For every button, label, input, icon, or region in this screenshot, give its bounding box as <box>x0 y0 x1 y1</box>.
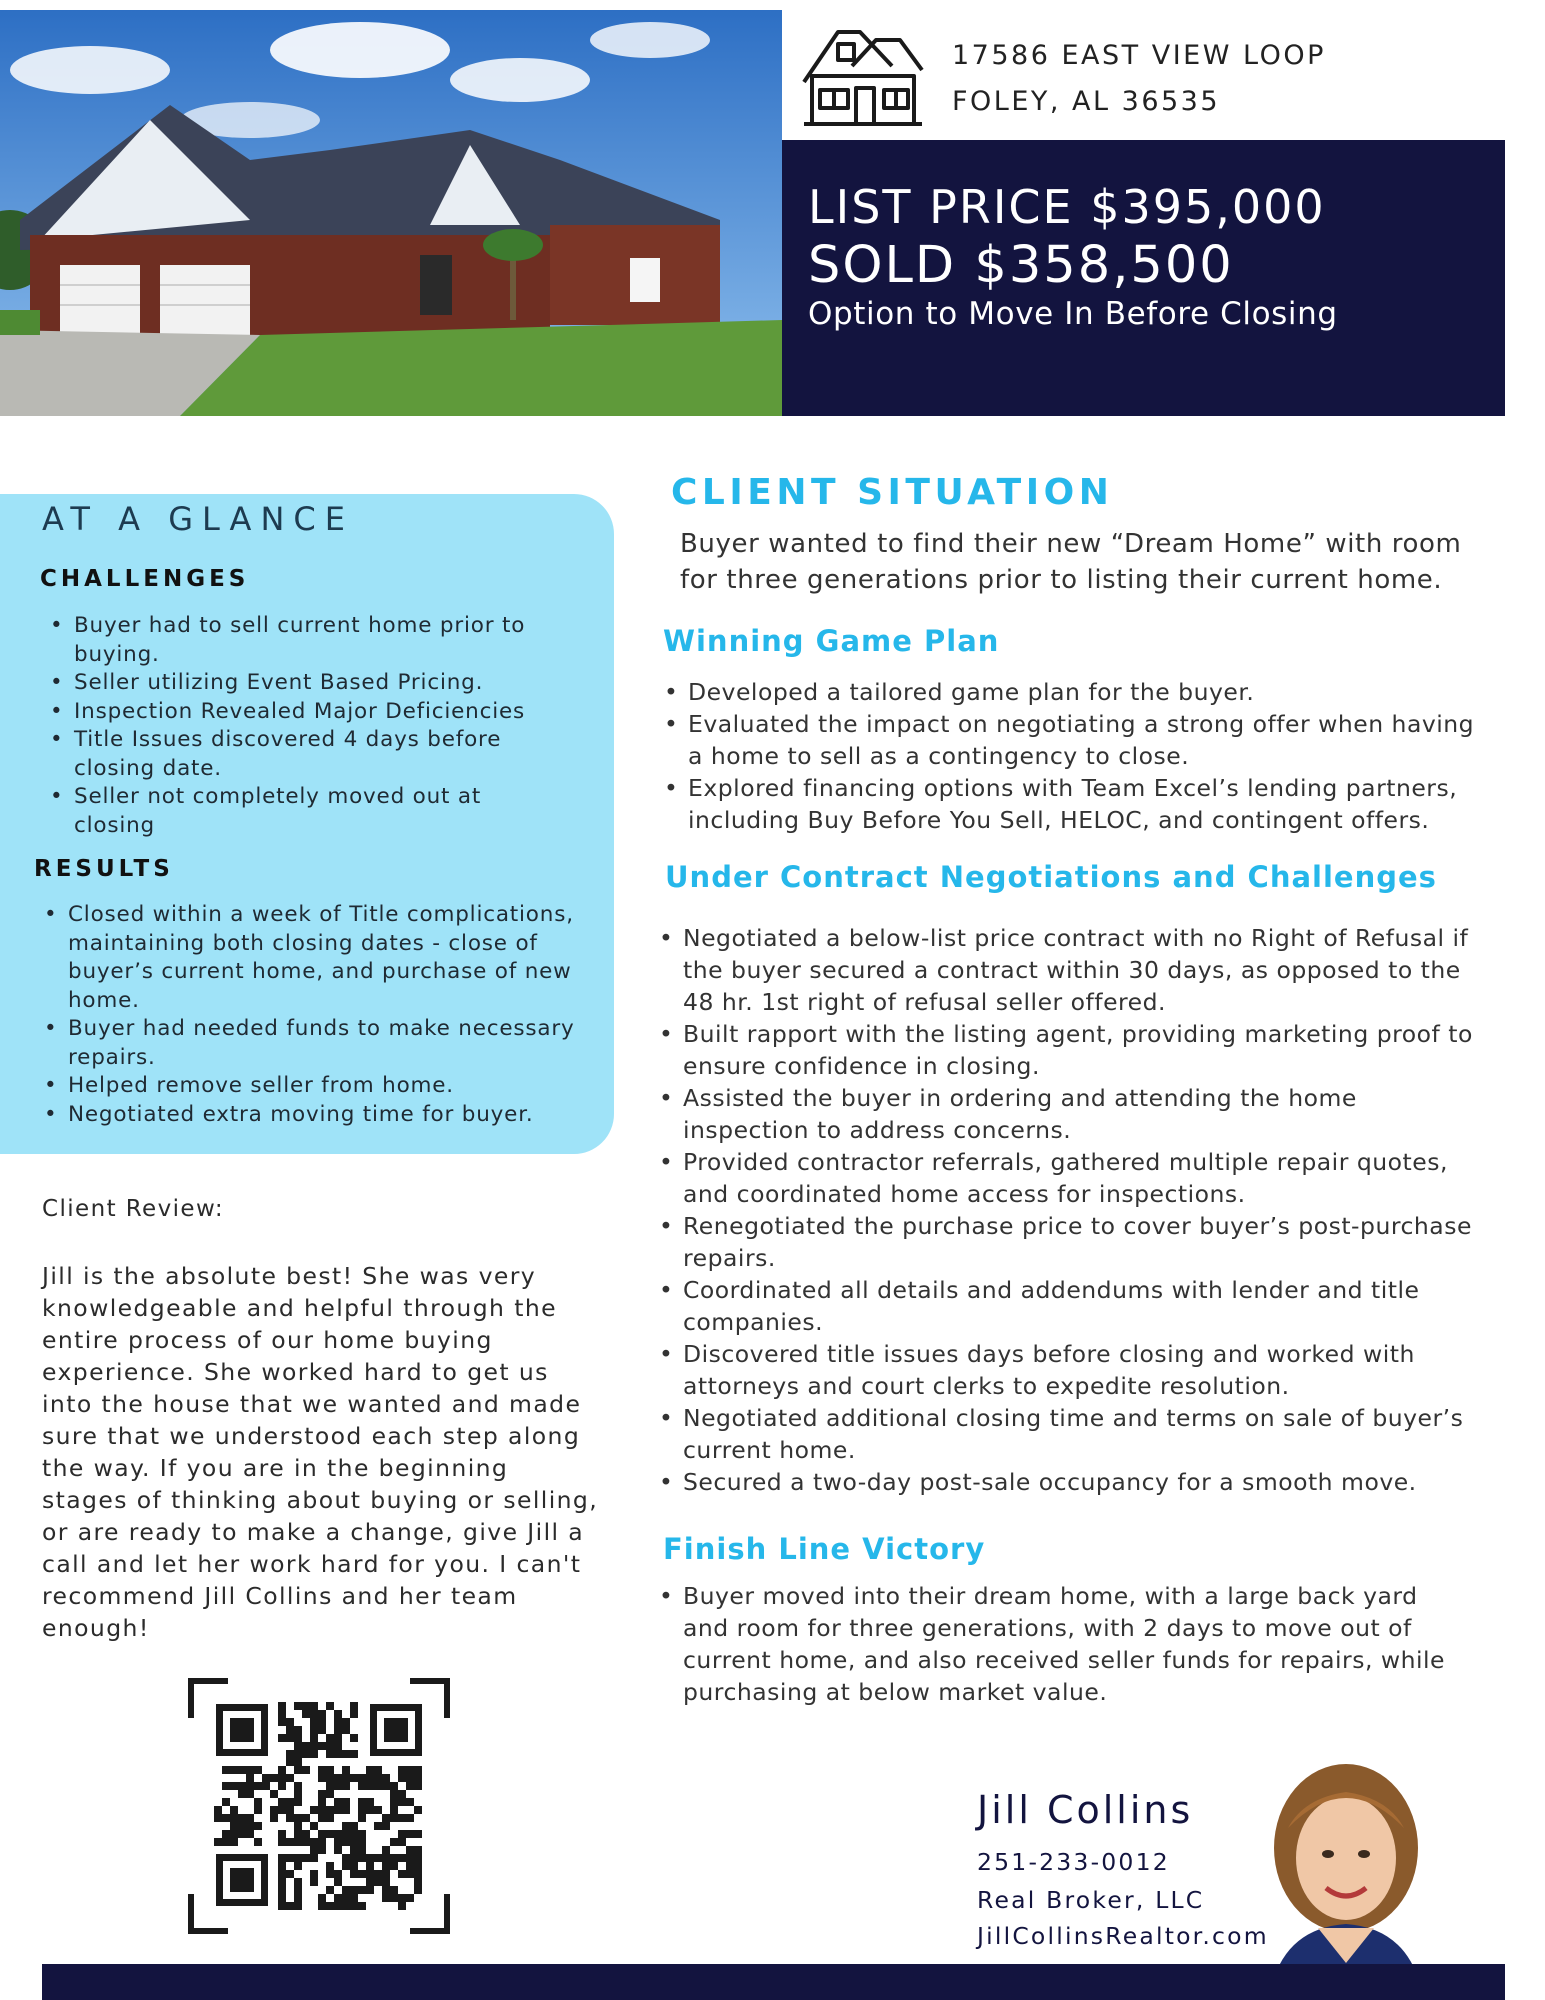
option-text: Option to Move In Before Closing <box>808 296 1338 332</box>
list-item: • Secured a two-day post-sale occupancy for a smooth move. <box>653 1466 1488 1498</box>
list-item: • Assisted the buyer in ordering and attending the home inspection to address concerns. <box>653 1082 1488 1146</box>
agent-name: Jill Collins <box>977 1788 1194 1832</box>
agent-website-link[interactable]: JillCollinsRealtor.com <box>977 1922 1269 1950</box>
contract-list <box>653 922 1488 1498</box>
list-item: • Evaluated the impact on negotiating a strong offer when having a home to sell as a contingency to close. <box>658 708 1488 772</box>
list-item: • Coordinated all details and addendums with lender and title companies. <box>653 1274 1488 1338</box>
house-logo-icon <box>800 26 926 130</box>
list-item: • Buyer moved into their dream home, with a large back yard and room for three generations, with 2 days to move out of current home, and also received seller funds for repairs, while purchasing at below market value. <box>653 1580 1453 1708</box>
house-photo <box>0 10 782 416</box>
list-item: • Developed a tailored game plan for the buyer. <box>658 676 1488 708</box>
results-heading: RESULTS <box>34 856 174 882</box>
finish-list <box>653 1580 1453 1708</box>
review-text: Jill is the absolute best! She was very knowledgeable and helpful through the entire process of our home buying experience. She worked hard to get us into the house that we wanted and made sure that we understood each step along the way. If you are in the beginning stages of thinking about buying or selling, or are ready to make a change, give Jill a call and let her work hard for you. I can't recommend Jill Collins and her team enough! <box>42 1262 599 1642</box>
list-item: • Buyer had to sell current home prior to buying. <box>44 612 564 669</box>
challenges-heading: CHALLENGES <box>40 566 250 592</box>
list-item: • Negotiated additional closing time and terms on sale of buyer’s current home. <box>653 1402 1488 1466</box>
list-item: • Explored financing options with Team Excel’s lending partners, including Buy Before You Sell, HELOC, and contingent offers. <box>658 772 1488 836</box>
list-item: • Closed within a week of Title complications, maintaining both closing dates - close of buyer’s current home, and purchase of new home. <box>38 901 578 1015</box>
results-list <box>38 901 578 1129</box>
challenges-list <box>44 612 564 840</box>
list-price: LIST PRICE $395,000 <box>808 180 1326 234</box>
game-plan-heading: Winning Game Plan <box>663 624 1000 658</box>
list-item: • Discovered title issues days before closing and worked with attorneys and court clerks to expedite resolution. <box>653 1338 1488 1402</box>
client-situation-title: CLIENT SITUATION <box>671 472 1114 513</box>
list-item: • Provided contractor referrals, gathered multiple repair quotes, and coordinated home access for inspections. <box>653 1146 1488 1210</box>
address-line-1: 17586 EAST VIEW LOOP <box>952 40 1326 71</box>
list-item: • Negotiated extra moving time for buyer. <box>38 1101 578 1130</box>
finish-heading: Finish Line Victory <box>663 1532 986 1566</box>
review-label: Client Review: <box>42 1196 225 1222</box>
address-line-2: FOLEY, AL 36535 <box>952 86 1221 117</box>
list-item: • Inspection Revealed Major Deficiencies <box>44 698 564 727</box>
client-situation-text: Buyer wanted to find their new “Dream Home” with room for three generations prior to listing their current home. <box>680 529 1462 595</box>
sold-price: SOLD $358,500 <box>808 236 1234 295</box>
list-item: • Seller not completely moved out at closing <box>44 783 564 840</box>
qr-code[interactable] <box>188 1678 450 1934</box>
agent-phone[interactable]: 251-233-0012 <box>977 1848 1170 1876</box>
list-item: • Renegotiated the purchase price to cover buyer’s post-purchase repairs. <box>653 1210 1488 1274</box>
game-plan-list <box>658 676 1488 836</box>
list-item: • Buyer had needed funds to make necessary repairs. <box>38 1015 578 1072</box>
footer-bar <box>42 1964 1505 2000</box>
list-item: • Seller utilizing Event Based Pricing. <box>44 669 564 698</box>
glance-title: AT A GLANCE <box>42 500 354 538</box>
list-item: • Helped remove seller from home. <box>38 1072 578 1101</box>
contract-heading: Under Contract Negotiations and Challenges <box>665 860 1437 894</box>
agent-company: Real Broker, LLC <box>977 1886 1205 1914</box>
list-item: • Title Issues discovered 4 days before closing date. <box>44 726 564 783</box>
list-item: • Negotiated a below-list price contract with no Right of Refusal if the buyer secured a contract within 30 days, as opposed to the 48 hr. 1st right of refusal seller offered. <box>653 922 1488 1018</box>
list-item: • Built rapport with the listing agent, providing marketing proof to ensure confidence in closing. <box>653 1018 1488 1082</box>
agent-photo <box>1258 1758 1434 1984</box>
